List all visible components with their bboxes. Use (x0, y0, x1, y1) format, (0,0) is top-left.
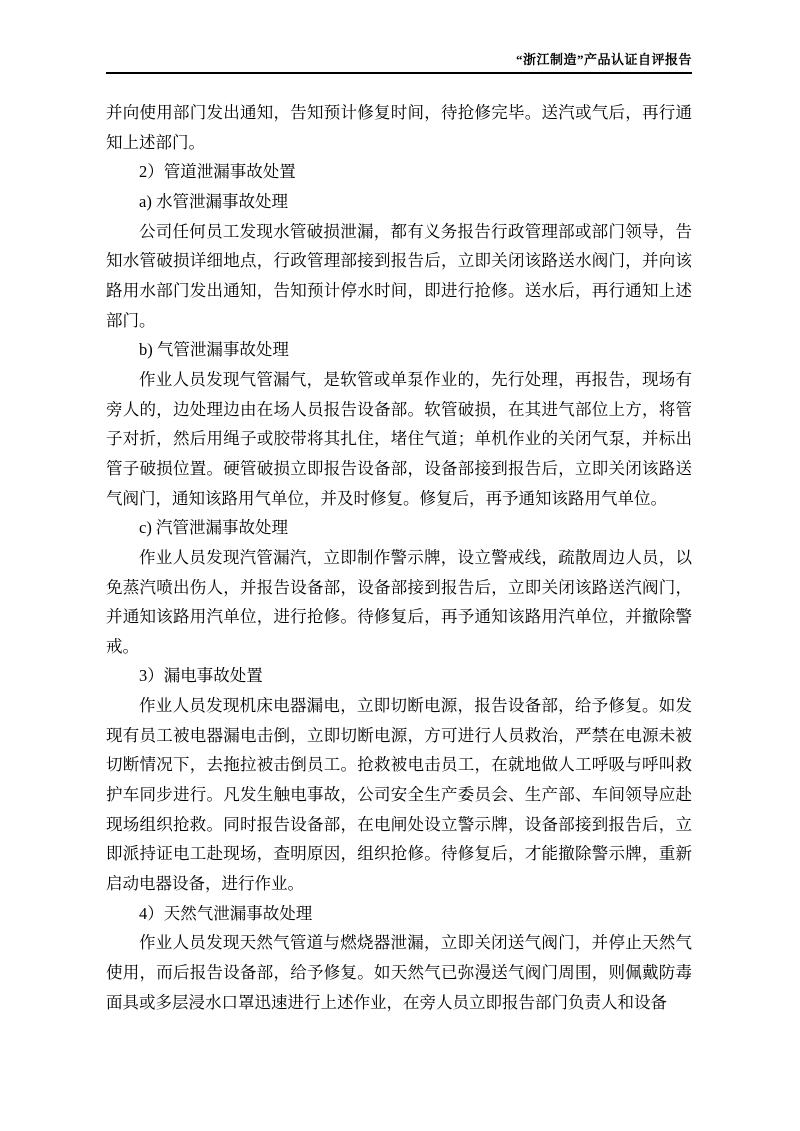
section-heading: 2）管道泄漏事故处置 (139, 162, 296, 182)
section-heading: a) 水管泄漏事故处理 (139, 191, 288, 211)
section-heading: 4）天然气泄漏事故处理 (139, 903, 313, 923)
paragraph: 作业人员发现汽管漏汽，立即制作警示牌，设立警戒线，疏散周边人员，以免蒸汽喷出伤人，并报告设备部，设备部接到报告后，立即关闭该路送汽阀门，并通知该路用汽单位，进行抢修。待修复后，再予通知该路用汽单位，并撤除警戒。 (106, 547, 692, 656)
page-header-title: “浙江制造”产品认证自评报告 (515, 52, 692, 67)
section-heading: c) 汽管泄漏事故处理 (139, 518, 288, 538)
paragraph: 并向使用部门发出通知，告知预计修复时间，待抢修完毕。送汽或气后，再行通知上述部门。 (106, 103, 692, 152)
paragraph: 作业人员发现气管漏气，是软管或单泵作业的，先行处理，再报告，现场有旁人的，边处理边由在场人员报告设备部。软管破损，在其进气部位上方，将管子对折，然后用绳子或胶带将其扎住，堵住气道；单机作业的关闭气泵，并标出管子破损位置。硬管破损立即报告设备部，设备部接到报告后，立即关闭该路送气阀门，通知该路用气单位，并及时修复。修复后，再予通知该路用气单位。 (106, 369, 692, 508)
header-rule (106, 72, 692, 74)
document-body (106, 98, 692, 1017)
paragraph: 作业人员发现机床电器漏电，立即切断电源，报告设备部，给予修复。如发现有员工被电器漏电击倒，立即切断电源，方可进行人员救治，严禁在电源未被切断情况下，去拖拉被击倒员工。抢救被电击员工，在就地做人工呼吸与呼叫救护车同步进行。凡发生触电事故，公司安全生产委员会、生产部、车间领导应赴现场组织抢救。同时报告设备部，在电闸处设立警示牌，设备部接到报告后，立即派持证电工赴现场，查明原因，组织抢修。待修复后，才能撤除警示牌，重新启动电器设备，进行作业。 (106, 696, 692, 894)
section-heading: 3）漏电事故处置 (139, 666, 263, 686)
paragraph: 公司任何员工发现水管破损泄漏，都有义务报告行政管理部或部门领导，告知水管破损详细地点，行政管理部接到报告后，立即关闭该路送水阀门，并向该路用水部门发出通知，告知预计停水时间，即进行抢修。送水后，再行通知上述部门。 (106, 221, 692, 330)
section-heading: b) 气管泄漏事故处理 (139, 340, 289, 360)
paragraph: 作业人员发现天然气管道与燃烧器泄漏，立即关闭送气阀门，并停止天然气使用，而后报告设备部，给予修复。如天然气已弥漫送气阀门周围，则佩戴防毒面具或多层浸水口罩迅速进行上述作业，在旁人员立即报告部门负责人和设备 (106, 933, 692, 1012)
